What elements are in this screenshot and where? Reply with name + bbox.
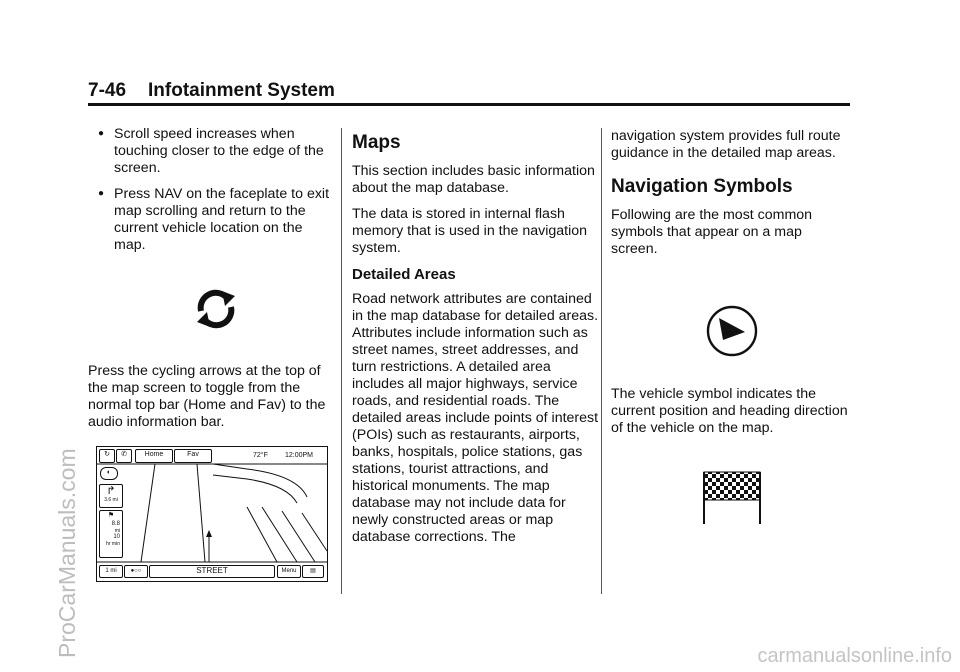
side-watermark: ProCarManuals.com <box>54 448 80 658</box>
turn-indicator: ↱ 3.6 mi <box>99 484 123 508</box>
street-name-bar: STREET <box>149 565 275 578</box>
destination-icon: ⚑ <box>107 512 115 519</box>
column-2: Maps This section includes basic information about the map database. The data is stored in internal flash memory that is used in the navigation system. Detailed Areas Road network attributes are contained in the map database for detailed areas. Attributes include information such as street names, street addresses, and turn restrictions. A detailed area includes all major highways, service roads, and residential roads. The detailed areas include points of interest (POIs) such as restaurants, airports, banks, hospitals, police stations, gas stations, tourist attractions, and historical monuments. The map database may not include data for newly constructed areas or map database corrections. The <box>352 132 604 555</box>
header-rule <box>88 103 850 106</box>
column-3: navigation system provides full route guidance in the detailed map areas. Navigation Symbols Following are the most common symbols that appear on a map screen. <box>611 128 851 267</box>
map-roads <box>97 447 327 581</box>
page-header <box>88 80 335 102</box>
vehicle-symbol-icon <box>705 304 759 358</box>
map-screen-illustration <box>96 446 328 582</box>
map-scale-button[interactable]: 1 mi <box>99 565 123 578</box>
detailed-areas-heading: Detailed Areas <box>352 266 456 283</box>
map-time: 12:00PM <box>285 452 314 459</box>
map-temperature: 72°F <box>253 452 268 459</box>
map-cycle-button[interactable]: ↻ <box>99 449 115 463</box>
map-view-toggle[interactable]: ●○○ <box>124 565 148 578</box>
page-number: 7-46 <box>88 80 127 101</box>
bottom-watermark: carmanualsonline.info <box>757 645 952 667</box>
maps-heading: Maps <box>352 132 401 153</box>
cycling-arrows-icon <box>194 287 238 331</box>
vehicle-arrow-icon <box>206 530 212 537</box>
column-divider-1 <box>341 128 342 594</box>
map-options-button[interactable]: ▤ <box>302 565 324 578</box>
cycling-arrows-paragraph: Press the cycling arrows at the top of the map screen to toggle from the normal top bar (Home and Fav) to the audio information bar. <box>88 363 326 430</box>
map-home-button[interactable]: Home <box>135 449 173 463</box>
map-phone-button[interactable]: ✆ <box>116 449 132 463</box>
bullet-item: ● Press NAV on the faceplate to exit map scrolling and return to the current vehicle location on the map. <box>98 186 330 253</box>
navigation-symbols-heading: Navigation Symbols <box>611 176 793 197</box>
checkered-flag-icon <box>700 470 764 526</box>
section-title: Infotainment System <box>148 80 335 101</box>
map-menu-button[interactable]: Menu <box>277 565 301 578</box>
map-zoom-button[interactable]: ◐ <box>100 467 118 480</box>
destination-info: ⚑ 8.8 mi 10 hr min <box>99 510 123 558</box>
column-1 <box>88 126 334 263</box>
vehicle-symbol-paragraph: The vehicle symbol indicates the current position and heading direction of the vehicle on the map. <box>611 386 848 436</box>
turn-arrow-icon: ↱ <box>106 485 116 497</box>
bullet-item: ● Scroll speed increases when touching closer to the edge of the screen. <box>98 126 324 176</box>
map-fav-button[interactable]: Fav <box>174 449 212 463</box>
